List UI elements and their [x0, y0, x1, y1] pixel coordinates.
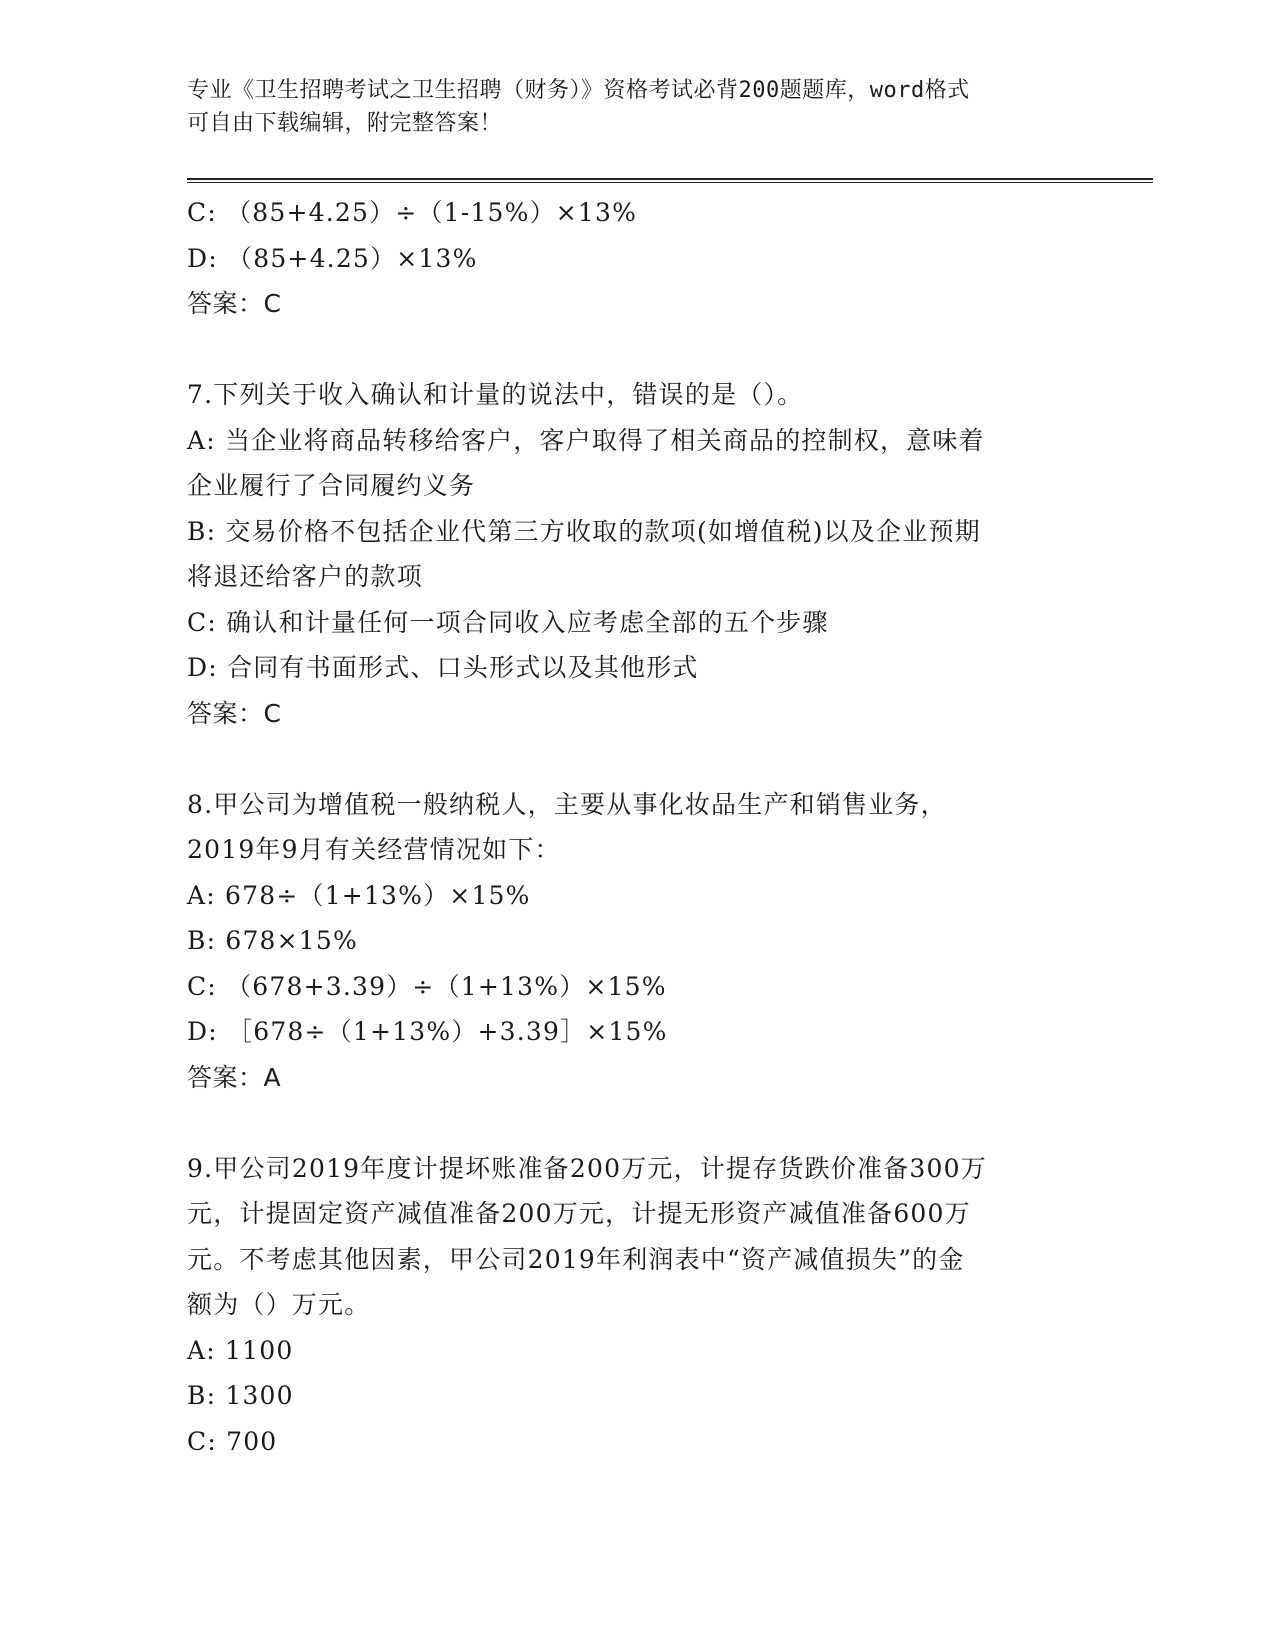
- q9-option-c: C: 700: [187, 1426, 278, 1456]
- document-header: [187, 74, 1067, 140]
- q8-option-b: B: 678×15%: [187, 926, 358, 955]
- q7-option-a-cont: 企业履行了合同履约义务: [187, 471, 476, 500]
- q6-option-c: C: （85+4.25）÷（1-15%）×13%: [187, 198, 638, 227]
- q6-option-d: D: （85+4.25）×13%: [187, 243, 478, 273]
- q8-option-c: C: （678+3.39）÷（1+13%）×15%: [187, 971, 667, 1001]
- q6-answer: 答案：C: [187, 289, 282, 318]
- q7-option-b-cont: 将退还给客户的款项: [187, 562, 423, 591]
- header-rule-thin: [187, 182, 1153, 183]
- header-line-1: 专业《卫生招聘考试之卫生招聘（财务）》资格考试必背200题题库，word格式: [187, 78, 970, 103]
- question-9: [187, 1146, 1067, 1465]
- q8-answer: 答案：A: [187, 1062, 282, 1092]
- q9-stem: 9.甲公司2019年度计提坏账准备200万元，计提存货跌价准备300万: [187, 1153, 987, 1183]
- q9-option-b: B: 1300: [187, 1381, 294, 1410]
- q7-option-a: A: 当企业将商品转移给客户，客户取得了相关商品的控制权，意味着: [187, 425, 985, 455]
- q8-stem-cont: 2019年9月有关经营情况如下：: [187, 835, 561, 864]
- q8-option-d: D: ［678÷（1+13%）+3.39］×15%: [187, 1017, 668, 1046]
- header-rule-thick: [187, 178, 1153, 180]
- spacer: [187, 736, 1067, 782]
- question-content: [187, 190, 1067, 1464]
- q7-option-b: B: 交易价格不包括企业代第三方收取的款项(如增值税)以及企业预期: [187, 516, 981, 546]
- q9-stem-cont-3: 额为（）万元。: [187, 1290, 371, 1319]
- q8-stem: 8.甲公司为增值税一般纳税人，主要从事化妆品生产和销售业务，: [187, 789, 947, 819]
- q9-stem-cont-2: 元。不考虑其他因素，甲公司2019年利润表中“资产减值损失”的金: [187, 1244, 965, 1274]
- q7-answer: 答案：C: [187, 698, 282, 728]
- spacer: [187, 1100, 1067, 1146]
- q8-option-a: A: 678÷（1+13%）×15%: [187, 880, 531, 910]
- header-line-2: 可自由下载编辑，附完整答案！: [187, 111, 503, 136]
- question-7: [187, 372, 1067, 736]
- spacer: [187, 327, 1067, 373]
- q9-stem-cont-1: 元，计提固定资产减值准备200万元，计提无形资产减值准备600万: [187, 1199, 971, 1228]
- q9-option-a: A: 1100: [187, 1335, 294, 1365]
- q7-option-c: C: 确认和计量任何一项合同收入应考虑全部的五个步骤: [187, 607, 829, 637]
- q7-stem: 7.下列关于收入确认和计量的说法中，错误的是（）。: [187, 380, 804, 409]
- question-6: [187, 190, 1067, 327]
- question-8: [187, 782, 1067, 1101]
- q7-option-d: D: 合同有书面形式、口头形式以及其他形式: [187, 653, 699, 682]
